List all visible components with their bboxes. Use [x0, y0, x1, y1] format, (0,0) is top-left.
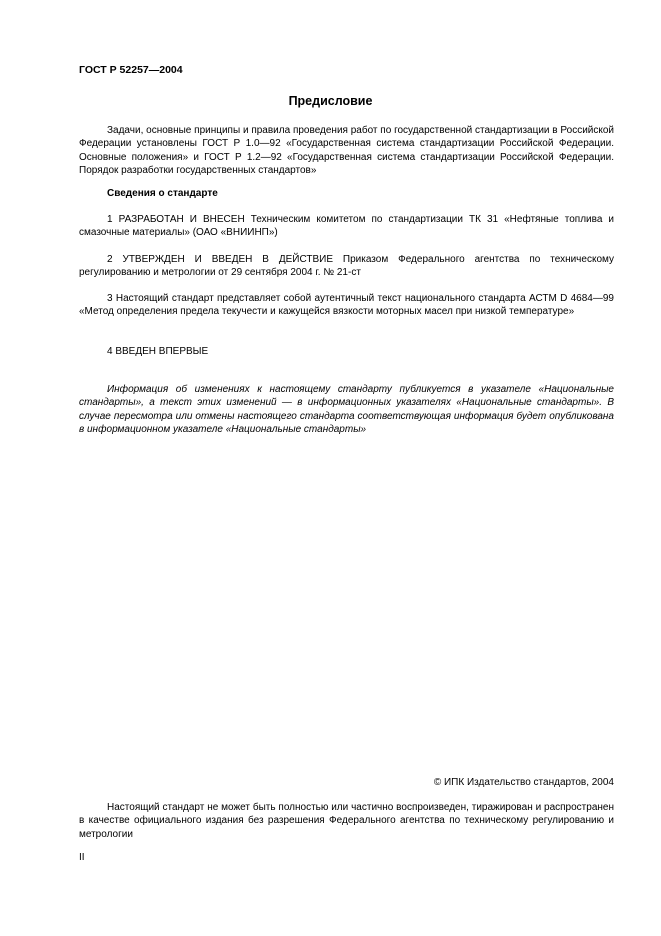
page-number: II: [79, 852, 85, 863]
list-item-4: 4 ВВЕДЕН ВПЕРВЫЕ: [107, 346, 209, 357]
document-code: ГОСТ Р 52257—2004: [79, 64, 183, 76]
info-heading: Сведения о стандарте: [107, 188, 218, 199]
list-item-3: 3 Настоящий стандарт представляет собой аутентичный текст национального стандарта АСТМ D 4684—99 «Метод определения предела текучести и кажущейся вязкости моторных масел при низкой температуре»: [79, 293, 614, 318]
list-item-1: 1 РАЗРАБОТАН И ВНЕСЕН Техническим комитетом по стандартизации ТК 31 «Нефтяные топлива и смазочные материалы» (ОАО «ВНИИНП»): [79, 214, 614, 239]
intro-paragraph: Задачи, основные принципы и правила проведения работ по государственной стандартизации в Российской Федерации установлены ГОСТ Р 1.0—92 «Государственная система стандартизации Российской Федерации. Основные положения» и ГОСТ Р 1.2—92 «Государственная система стандартизации Российской Федерации. Порядок разработки государственных стандартов»: [79, 125, 614, 177]
list-item-2: 2 УТВЕРЖДЕН И ВВЕДЕН В ДЕЙСТВИЕ Приказом Федерального агентства по техническому регулированию и метрологии от 29 сентября 2004 г. № 21-ст: [79, 254, 614, 279]
page-title: Предисловие: [288, 94, 373, 108]
reproduction-notice: Настоящий стандарт не может быть полностью или частично воспроизведен, тиражирован и распространен в качестве официального издания без разрешения Федерального агентства по техническому регулированию и метрологии: [79, 802, 614, 840]
copyright-line: © ИПК Издательство стандартов, 2004: [433, 777, 614, 788]
changes-notice: Информация об изменениях к настоящему стандарту публикуется в указателе «Национальные стандарты», а текст этих изменений — в информационных указателях «Национальные стандарты». В случае пересмотра или отмены настоящего стандарта соответствующая информация будет опубликована в информационном указателе «Национальные стандарты»: [79, 384, 614, 436]
